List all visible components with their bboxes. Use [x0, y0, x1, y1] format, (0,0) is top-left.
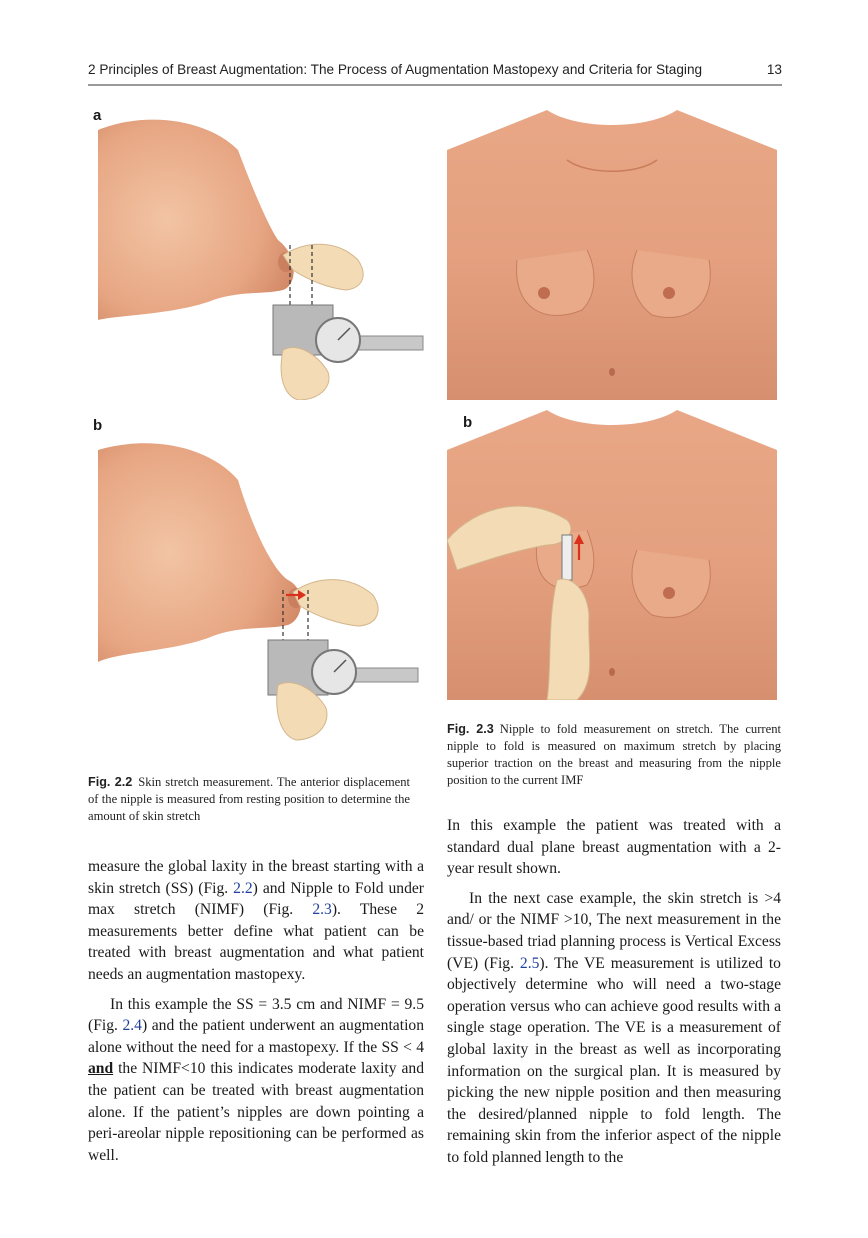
right-column	[447, 815, 781, 1169]
right-paragraph-1: In this example the patient was treated with a standard dual plane breast augmentation with a 2-year result shown.	[447, 817, 781, 878]
fig23-caption	[447, 721, 781, 789]
fig22-caption	[88, 774, 410, 825]
fig22-caption-text: Skin stretch measurement. The anterior displacement of the nipple is measured from resting position to determine the amount of skin stretch	[88, 775, 410, 823]
text-run: ) and Nipple to Fold under max stretch (NIMF) (Fig.	[88, 879, 424, 919]
chapter-title: 2 Principles of Breast Augmentation: The Process of Augmentation Mastopexy and Criteria for Staging	[88, 62, 703, 77]
running-header	[88, 60, 782, 82]
figure-reference-link[interactable]: 2.2	[233, 879, 253, 897]
fig23-panel-b-label: b	[463, 414, 473, 431]
left-paragraph-2	[88, 994, 424, 1167]
figure-reference-link[interactable]: 2.3	[312, 901, 332, 919]
right-paragraph-2	[447, 888, 781, 1169]
text-run: the NIMF<10 this indicates moderate laxity and the patient can be treated with breast augmentation alone. If the patient’s nipples are down pointing a peri-areolar nipple repositioning can be performed as well.	[88, 1060, 424, 1164]
figure-reference-link[interactable]: 2.5	[519, 954, 540, 972]
text-run: measure the global laxity in the breast starting with a skin stretch (SS) (Fig.	[88, 858, 424, 897]
header-rule	[88, 84, 782, 86]
fig23a-illustration	[447, 110, 777, 400]
text-run: ). The VE measurement is utilized to objectively determine who will need a two-stage operation versus who can achieve good results with a single stage operation. The VE is a measurement of global laxity in the breast as well as incorporating information on the surgical plan. It is measured by picking the new nipple position and then measuring the desired/planned nipple to fold length. The remaining skin from the inferior aspect of the nipple to fold planned length to the	[447, 954, 781, 1166]
left-column	[88, 856, 424, 1166]
text-run: ). These 2 measurements better define what patient can be treated with breast augmentation and what patient needs an augmentation mastopexy.	[88, 901, 425, 983]
text-run: In this example the SS = 3.5 cm and NIMF = 9.5 (Fig.	[88, 995, 424, 1035]
fig22a-illustration	[88, 110, 438, 400]
fig22b-illustration	[88, 440, 438, 750]
page-number: 13	[766, 62, 782, 77]
fig22-caption-label: Fig. 2.2	[88, 775, 133, 789]
fig23-caption-text: Nipple to fold measurement on stretch. The current nipple to fold is measured on maximum stretch by placing superior traction on the breast and measuring from the nipple position to the current IMF	[447, 722, 781, 787]
emphasis-and: and	[88, 1060, 114, 1078]
fig23-caption-label: Fig. 2.3	[447, 722, 494, 736]
left-paragraph-1	[88, 856, 424, 986]
figure-reference-link[interactable]: 2.4	[122, 1017, 142, 1035]
fig22-panel-a-label: a	[93, 107, 102, 124]
text-run: ) and the patient underwent an augmentation alone without the need for a mastopexy. If the SS < 4	[88, 1017, 424, 1056]
fig22-panel-b-label: b	[93, 417, 103, 434]
text-run: In the next case example, the skin stretch is >4 and/ or the NIMF >10, The next measurement in the tissue-based triad planning process is Vertical Excess (VE) (Fig.	[447, 889, 781, 972]
fig23b-illustration	[447, 410, 777, 700]
